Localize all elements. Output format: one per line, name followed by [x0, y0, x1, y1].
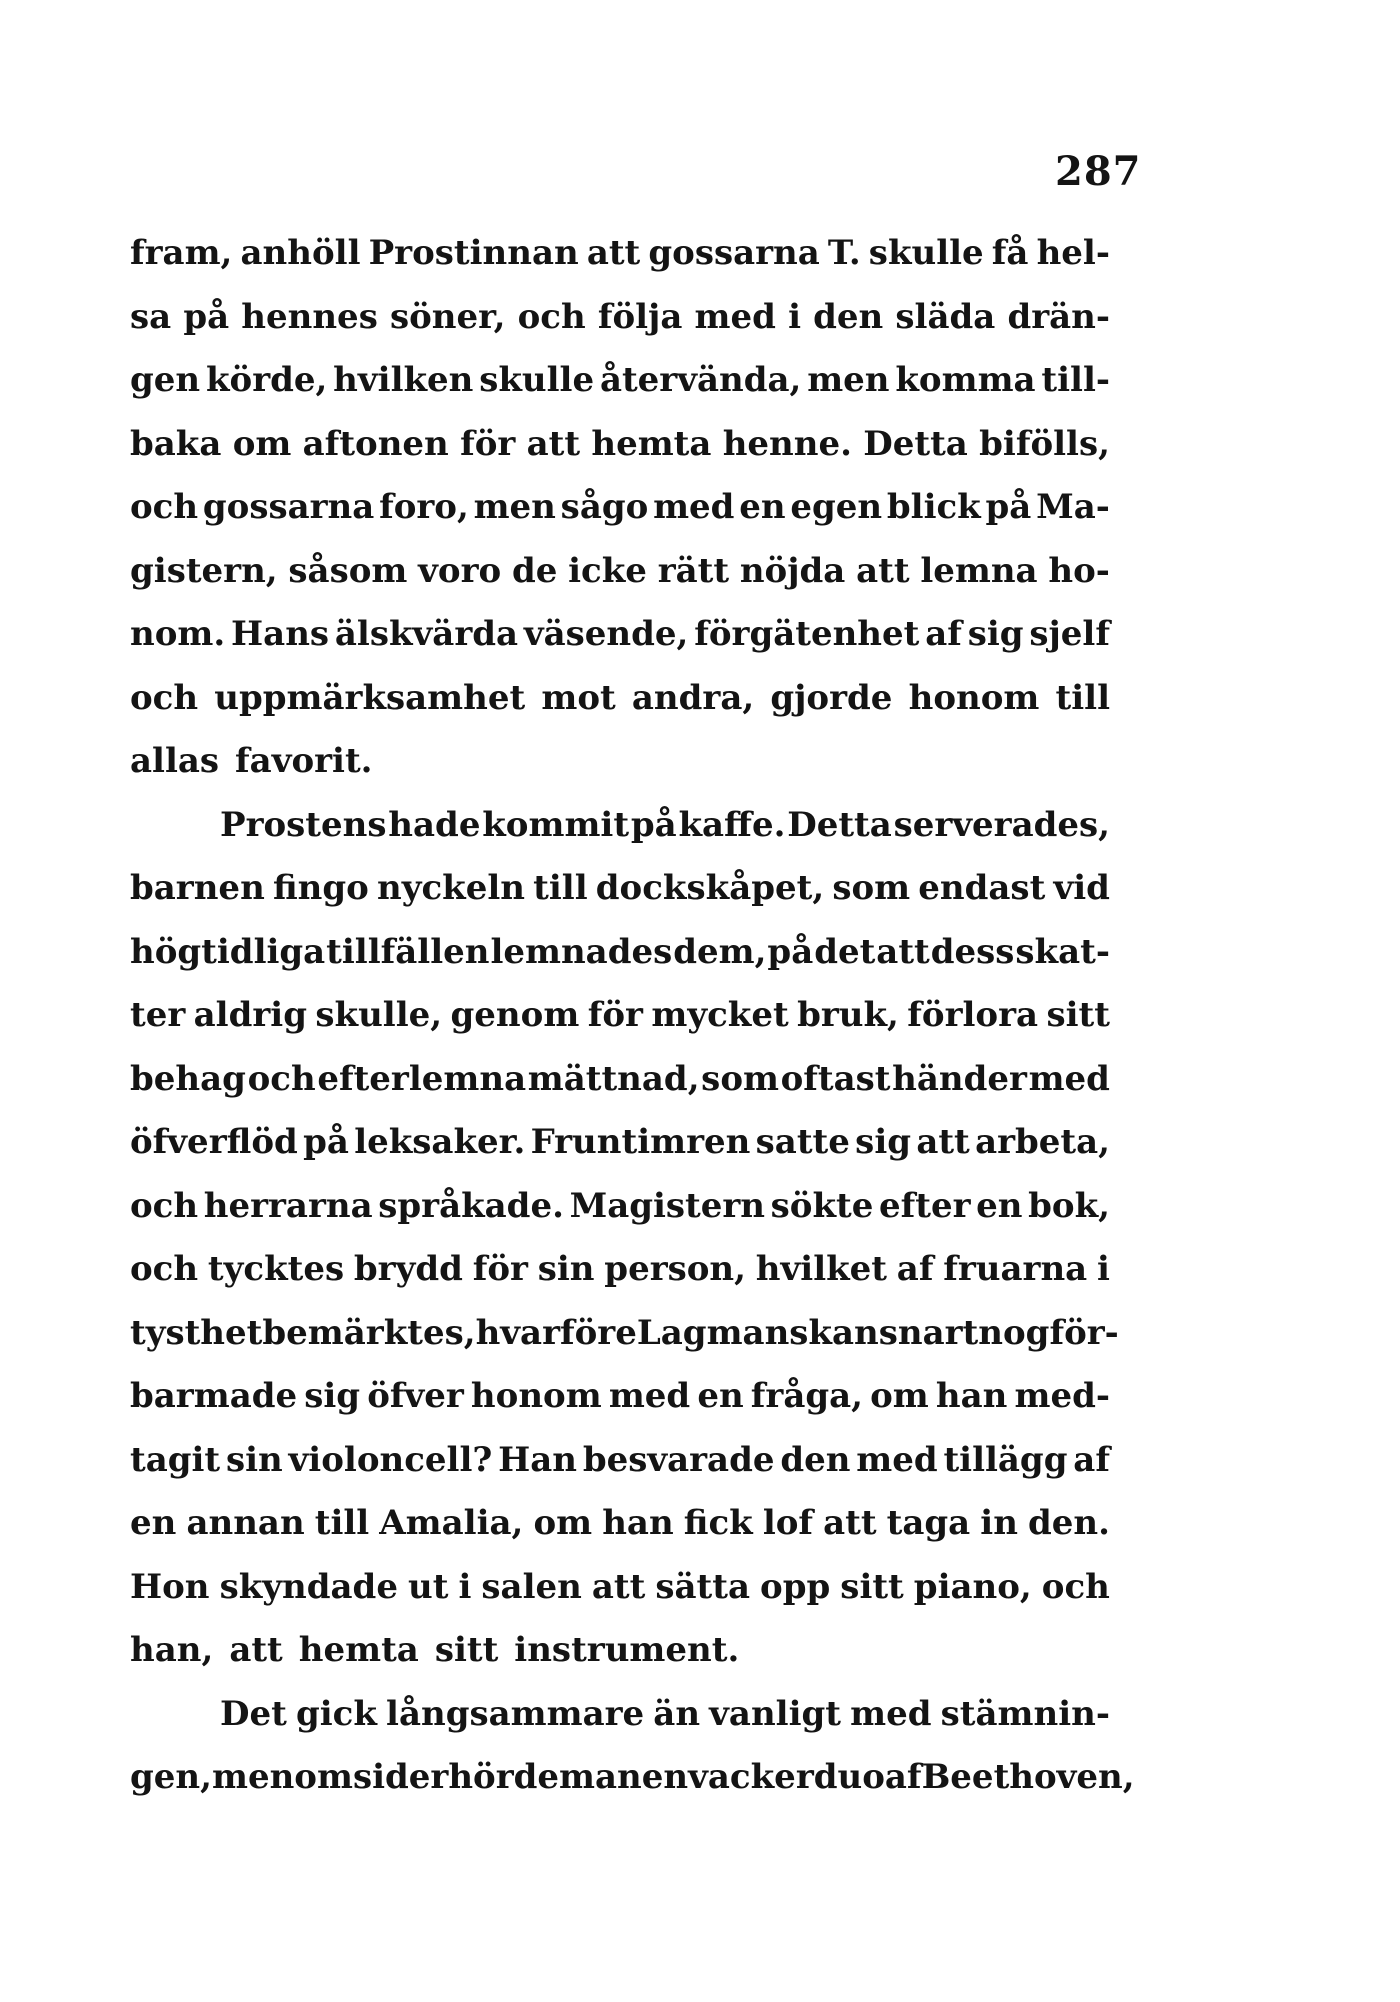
text-line: barnen fingo nyckeln till dockskåpet, som endast vid: [130, 868, 1110, 908]
text-line: och uppmärksamhet mot andra, gjorde honom till: [130, 677, 1110, 718]
text-line: han, att hemta sitt instrument.: [130, 1630, 740, 1670]
text-line: allas favorit.: [130, 741, 373, 781]
text-line: Prostens hade kommit på kaffe. Detta serverades,: [220, 804, 1110, 845]
text-line: en annan till Amalia, om han fick lof att taga in den.: [130, 1503, 1110, 1543]
text-line: och gossarna foro, men sågo med en egen blick på Ma-: [130, 487, 1110, 527]
text-line: Det gick långsammare än vanligt med stämnin-: [220, 1693, 1110, 1734]
text-line: nom. Hans älskvärda väsende, förgätenhet af sig sjelf: [130, 614, 1110, 654]
text-line: gen körde, hvilken skulle återvända, men komma till-: [130, 360, 1110, 400]
text-line: öfverflöd på leksaker. Fruntimren satte sig att arbeta,: [130, 1122, 1110, 1162]
text-line: gistern, såsom voro de icke rätt nöjda att lemna ho-: [130, 550, 1110, 591]
text-line: Hon skyndade ut i salen att sätta opp sitt piano, och: [130, 1566, 1110, 1607]
text-line: sa på hennes söner, och följa med i den släda drän-: [130, 296, 1110, 337]
text-line: barmade sig öfver honom med en fråga, om han med-: [130, 1376, 1110, 1416]
text-line: tagit sin violoncell? Han besvarade den med tillägg af: [130, 1439, 1110, 1480]
text-line: och tycktes brydd för sin person, hvilket af fruarna i: [130, 1249, 1110, 1289]
text-line: och herrarna språkade. Magistern sökte efter en bok,: [130, 1185, 1110, 1226]
text-line: ter aldrig skulle, genom för mycket bruk, förlora sitt: [130, 995, 1110, 1035]
text-line: gen, men omsider hörde man en vacker duo af Beethoven,: [130, 1757, 1135, 1797]
text-line: tysthet bemärktes, hvarföre Lagmanskan snart nog för-: [130, 1312, 1119, 1353]
page-number: 287: [1055, 148, 1142, 195]
text-line: behag och efterlemna mättnad, som oftast händer med: [130, 1058, 1110, 1099]
text-line: baka om aftonen för att hemta henne. Detta bifölls,: [130, 423, 1110, 464]
text-line: fram, anhöll Prostinnan att gossarna T. skulle få hel-: [130, 233, 1110, 273]
text-line: högtidliga tillfällen lemnades dem, på det att dess skat-: [130, 931, 1110, 972]
